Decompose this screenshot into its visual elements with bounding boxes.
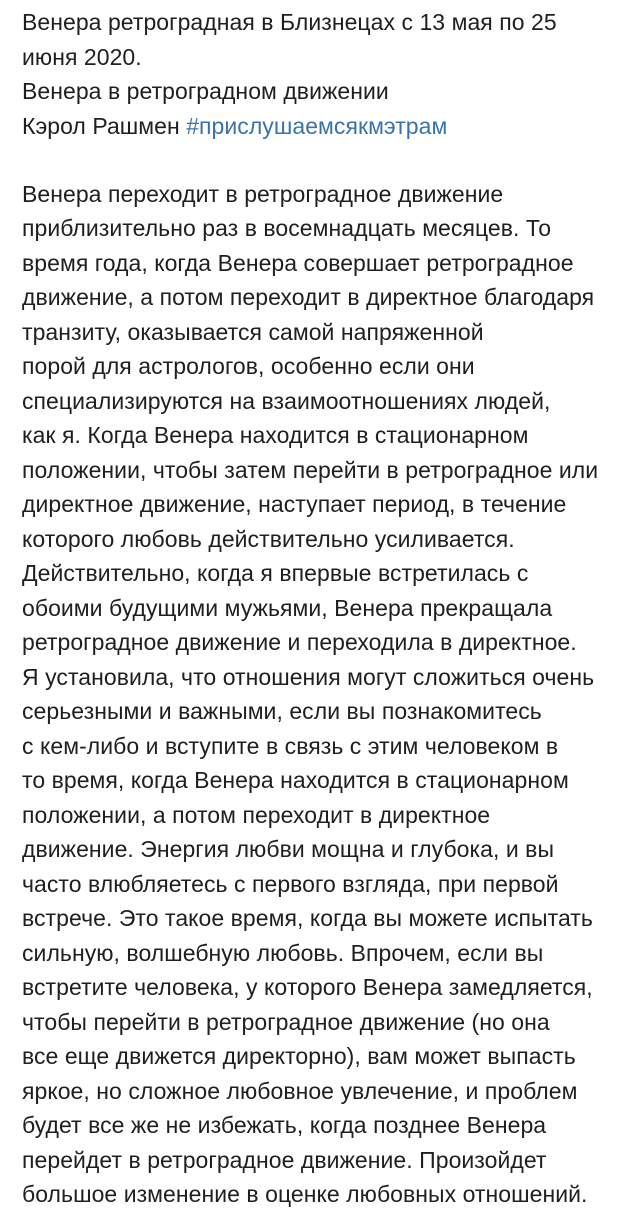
body-line: директное движение, наступает период, в течение <box>22 491 567 517</box>
body-line: встрече. Это такое время, когда вы можете испытать <box>22 905 593 931</box>
body-line: Венера переходит в ретроградное движение <box>22 180 504 207</box>
body-line: обоими будущими мужьями, Венера прекращала <box>22 594 553 621</box>
post-header-line: Венера ретроградная в Близнецах с 13 мая по 25 <box>22 9 557 35</box>
body-line: большое изменение в оценке любовных отношений. <box>22 1181 588 1207</box>
body-line: будет все же не избежать, когда позднее Венера <box>22 1112 547 1138</box>
hashtag-link[interactable]: #прислушаемсякмэтрам <box>186 112 448 139</box>
body-line: порой для астрологов, особенно если они <box>22 353 475 379</box>
body-line: ретроградное движение и переходила в директное. <box>22 629 577 655</box>
body-line: с кем-либо и вступите в связь с этим человеком в <box>22 732 559 759</box>
body-line: сильную, волшебную любовь. Впрочем, если вы <box>22 939 544 966</box>
body-line: время года, когда Венера совершает ретроградное <box>22 249 574 276</box>
body-line: встретите человека, у которого Венера замедляется, <box>22 974 593 1000</box>
body-line: то время, когда Венера находится в стационарном <box>22 767 569 793</box>
body-line: специализируются на взаимоотношениях людей, <box>22 387 551 414</box>
body-line: яркое, но сложное любовное увлечение, и проблем <box>22 1077 578 1104</box>
author-name: Кэрол Рашмен <box>22 112 187 139</box>
body-line: приблизительно раз в восемнадцать месяцев. То <box>22 215 552 241</box>
post-header-line: июня 2020. <box>22 43 142 70</box>
post-header-line: Венера в ретроградном движении <box>22 78 389 104</box>
body-line: чтобы перейти в ретроградное движение (но она <box>22 1008 550 1035</box>
body-line: серьезными и важными, если вы познакомитесь <box>22 698 542 724</box>
body-line: положении, а потом переходит в директное <box>22 801 491 828</box>
body-line: Действительно, когда я впервые встретилась с <box>22 560 529 586</box>
body-line: которого любовь действительно усиливается. <box>22 525 515 552</box>
body-line: часто влюбляетесь с первого взгляда, при первой <box>22 870 559 897</box>
body-line: все еще движется директорно), вам может выпасть <box>22 1043 576 1069</box>
body-line: транзиту, оказывается самой напряженной <box>22 318 484 345</box>
paragraph-gap <box>22 143 622 177</box>
post-text <box>22 5 622 1212</box>
body-line: положении, чтобы затем перейти в ретроградное или <box>22 456 599 483</box>
body-line: перейдет в ретроградное движение. Произойдет <box>22 1146 547 1173</box>
body-line: Я установила, что отношения могут сложиться очень <box>22 663 595 690</box>
author-line <box>22 109 622 144</box>
body-line: как я. Когда Венера находится в стационарном <box>22 422 529 448</box>
body-line: движение. Энергия любви мощна и глубока, и вы <box>22 836 555 862</box>
body-line: движение, а потом переходит в директное благодаря <box>22 284 595 310</box>
